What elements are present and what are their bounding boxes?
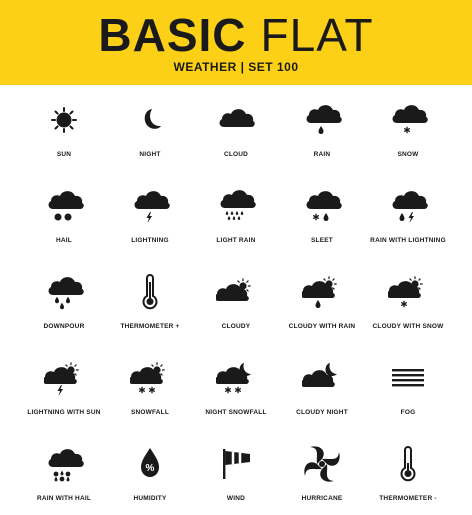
- icon-grid: [0, 85, 472, 500]
- icon-label: THERMOMETER +: [120, 323, 180, 330]
- icon-label: CLOUDY WITH SNOW: [372, 323, 444, 330]
- icon-label: FOG: [400, 409, 416, 416]
- downpour-icon: [44, 272, 84, 312]
- lightning-sun-icon: [44, 358, 84, 398]
- icon-tile: [193, 429, 279, 515]
- icon-tile: [21, 171, 107, 257]
- cloudy-rain-icon: [302, 272, 342, 312]
- icon-label: THERMOMETER -: [379, 495, 437, 502]
- humidity-icon: [130, 444, 170, 484]
- page-title: [0, 9, 472, 61]
- icon-label: HAIL: [56, 237, 72, 244]
- icon-tile: [107, 171, 193, 257]
- icon-label: DOWNPOUR: [43, 323, 85, 330]
- rain-icon: [302, 100, 342, 140]
- header-banner: [0, 0, 472, 85]
- hail-icon: [44, 186, 84, 226]
- icon-tile: [107, 85, 193, 171]
- cloudy-snow-icon: [388, 272, 428, 312]
- icon-tile: [279, 429, 365, 515]
- night-snowfall-icon: [216, 358, 256, 398]
- icon-tile: [279, 85, 365, 171]
- icon-label: CLOUDY WITH RAIN: [288, 323, 356, 330]
- snow-icon: [388, 100, 428, 140]
- icon-tile: [193, 257, 279, 343]
- icon-label: HURRICANE: [301, 495, 343, 502]
- fog-icon: [388, 358, 428, 398]
- icon-label: SUN: [56, 151, 72, 158]
- cloudy-icon: [216, 272, 256, 312]
- rain-lightning-icon: [388, 186, 428, 226]
- moon-icon: [130, 100, 170, 140]
- icon-label: NIGHT: [139, 151, 161, 158]
- icon-tile: [21, 429, 107, 515]
- icon-label: LIGHTNING WITH SUN: [27, 409, 101, 416]
- icon-label: CLOUDY NIGHT: [296, 409, 348, 416]
- snowfall-icon: [130, 358, 170, 398]
- icon-tile: [193, 343, 279, 429]
- icon-tile: [365, 85, 451, 171]
- icon-tile: [279, 171, 365, 257]
- thermometer-plus-icon: [130, 272, 170, 312]
- icon-tile: [107, 343, 193, 429]
- title-light: FLAT: [260, 9, 374, 61]
- title-bold: BASIC: [98, 9, 247, 61]
- icon-tile: [193, 171, 279, 257]
- rain-hail-icon: [44, 444, 84, 484]
- icon-tile: [21, 85, 107, 171]
- icon-label: RAIN WITH LIGHTNING: [370, 237, 446, 244]
- icon-label: CLOUDY: [221, 323, 251, 330]
- icon-tile: [193, 85, 279, 171]
- icon-tile: [107, 429, 193, 515]
- icon-tile: [365, 171, 451, 257]
- icon-label: HUMIDITY: [133, 495, 167, 502]
- icon-label: CLOUD: [223, 151, 249, 158]
- icon-tile: [21, 343, 107, 429]
- cloud-icon: [216, 100, 256, 140]
- lightning-icon: [130, 186, 170, 226]
- svg-text:%: %: [145, 463, 155, 474]
- icon-tile: [365, 257, 451, 343]
- icon-tile: [107, 257, 193, 343]
- icon-label: NIGHT SNOWFALL: [205, 409, 267, 416]
- icon-label: SNOWFALL: [130, 409, 170, 416]
- light-rain-icon: [216, 186, 256, 226]
- icon-label: RAIN WITH HAIL: [36, 495, 92, 502]
- icon-label: LIGHT RAIN: [216, 237, 256, 244]
- cloudy-night-icon: [302, 358, 342, 398]
- icon-label: SLEET: [311, 237, 333, 244]
- hurricane-icon: [302, 444, 342, 484]
- thermometer-minus-icon: [388, 444, 428, 484]
- sleet-icon: [302, 186, 342, 226]
- icon-tile: [279, 343, 365, 429]
- icon-label: LIGHTNING: [131, 237, 169, 244]
- icon-tile: [365, 429, 451, 515]
- icon-tile: [365, 343, 451, 429]
- icon-tile: [279, 257, 365, 343]
- page-subtitle: WEATHER | SET 100: [173, 60, 299, 74]
- icon-label: WIND: [226, 495, 246, 502]
- sun-icon: [44, 100, 84, 140]
- wind-icon: [216, 444, 256, 484]
- icon-label: SNOW: [397, 151, 419, 158]
- icon-label: RAIN: [313, 151, 331, 158]
- icon-tile: [21, 257, 107, 343]
